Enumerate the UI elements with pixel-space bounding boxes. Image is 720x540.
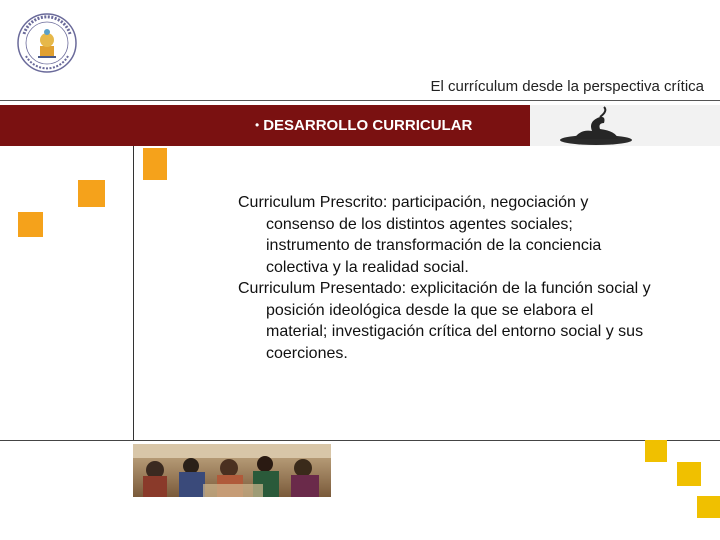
content-body	[238, 192, 658, 364]
decor-square	[18, 212, 43, 237]
decor-square	[697, 496, 720, 518]
decor-square	[645, 440, 667, 462]
footer-divider	[0, 440, 720, 441]
section-heading	[255, 117, 472, 134]
header-title: El currículum desde la perspectiva crítica	[430, 78, 704, 95]
banner-image	[530, 105, 720, 146]
decor-square	[677, 462, 701, 486]
section-heading-text: DESARROLLO CURRICULAR	[263, 117, 473, 134]
decor-square	[78, 180, 105, 207]
bullet: •	[255, 118, 260, 132]
classroom-photo	[133, 444, 331, 497]
decor-square	[143, 148, 167, 180]
vertical-divider	[133, 146, 134, 440]
paragraph-presentado: Curriculum Presentado: explicitación de la función social y posición ideológica desde la que se elabora el material; investigación crítica del entorno social y sus coerciones.	[238, 280, 651, 362]
institution-logo	[16, 12, 78, 74]
header-divider	[0, 100, 720, 101]
paragraph-prescrito: Curriculum Prescrito: participación, negociación y consenso de los distintos agentes sociales; instrumento de transformación de la conciencia colectiva y la realidad social.	[238, 194, 602, 276]
